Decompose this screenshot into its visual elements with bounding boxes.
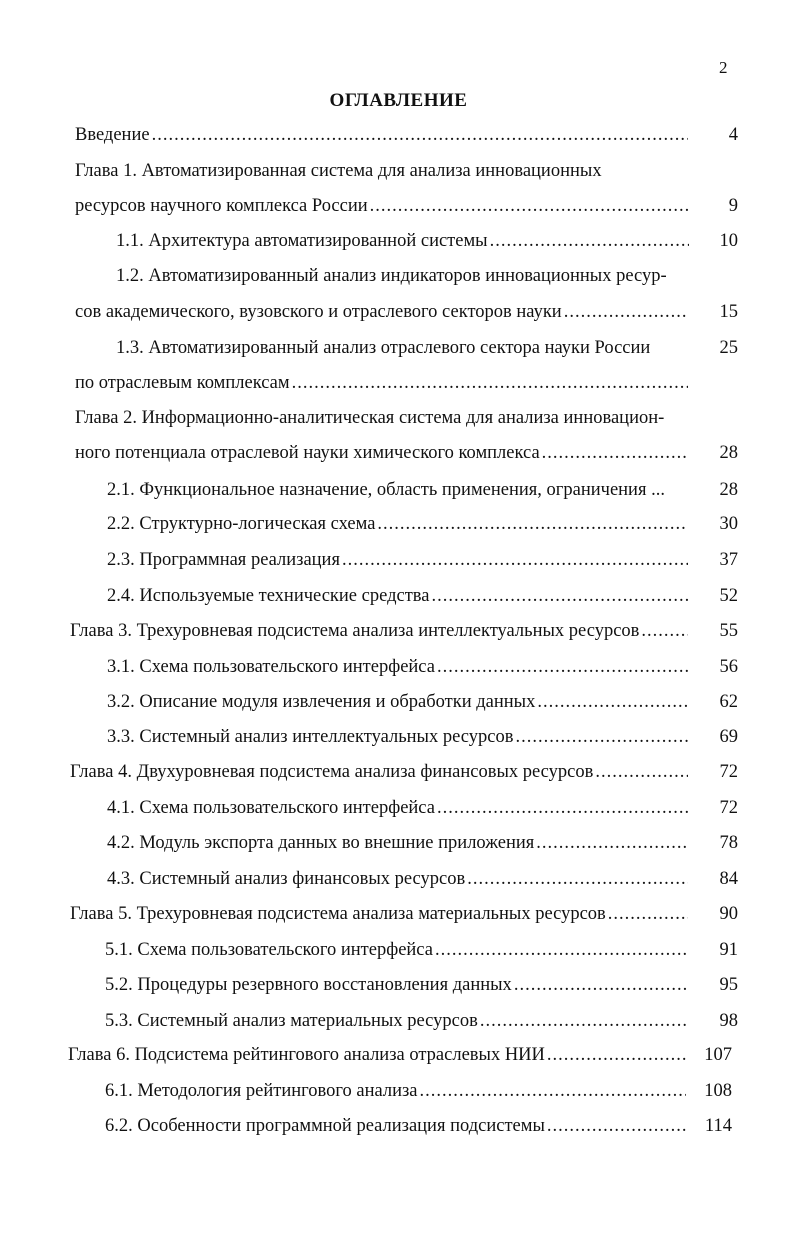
toc-entry-text: 4.1. Схема пользовательского интерфейса bbox=[107, 798, 435, 818]
dot-leader bbox=[377, 514, 688, 535]
toc-entry bbox=[75, 373, 690, 397]
toc-entry-page: 69 bbox=[719, 727, 738, 747]
toc-entry-page: 98 bbox=[719, 1011, 738, 1031]
toc-entry-text: 2.4. Используемые технические средства bbox=[107, 586, 430, 606]
dot-leader bbox=[467, 869, 688, 890]
toc-entry-text: сов академического, вузовского и отраслевого секторов науки bbox=[75, 302, 562, 322]
toc-entry bbox=[107, 514, 738, 538]
toc-entry-text: Глава 6. Подсистема рейтингового анализа отраслевых НИИ bbox=[68, 1045, 545, 1065]
toc-entry-page: 10 bbox=[719, 231, 738, 251]
dot-leader bbox=[547, 1116, 686, 1137]
toc-entry-text: Введение bbox=[75, 125, 150, 145]
dot-leader bbox=[595, 762, 688, 783]
toc-entry-page: 114 bbox=[704, 1116, 732, 1136]
toc-entry bbox=[107, 869, 738, 893]
dot-leader bbox=[490, 231, 689, 252]
toc-entry-text: 3.2. Описание модуля извлечения и обработки данных bbox=[107, 692, 536, 712]
toc-entry-text: 1.1. Архитектура автоматизированной системы bbox=[116, 231, 488, 251]
dot-leader bbox=[342, 550, 688, 571]
toc-entry bbox=[107, 550, 738, 574]
toc-entry-page: 4 bbox=[728, 125, 738, 145]
dot-leader bbox=[437, 657, 688, 678]
toc-entry-text: 5.3. Системный анализ материальных ресурсов bbox=[105, 1011, 478, 1031]
toc-entry bbox=[75, 302, 738, 326]
toc-entry-page: 28 bbox=[719, 480, 738, 500]
toc-entry-text: 1.2. Автоматизированный анализ индикаторов инновационных ресур- bbox=[116, 266, 667, 286]
toc-entry-text: Глава 4. Двухуровневая подсистема анализа финансовых ресурсов bbox=[70, 762, 594, 782]
toc-entry-page: 72 bbox=[719, 762, 738, 782]
dot-leader bbox=[564, 302, 688, 323]
dot-leader bbox=[514, 975, 688, 996]
toc-entry-page: 37 bbox=[719, 550, 738, 570]
toc-title: ОГЛАВЛЕНИЕ bbox=[329, 90, 468, 111]
toc-entry bbox=[70, 904, 738, 928]
toc-entry bbox=[107, 586, 738, 610]
dot-leader bbox=[537, 692, 688, 713]
toc-entry-text: 2.3. Программная реализация bbox=[107, 550, 340, 570]
toc-entry-page: 78 bbox=[719, 833, 738, 853]
toc-entry-text: 6.2. Особенности программной реализация подсистемы bbox=[105, 1116, 545, 1136]
toc-entry-page: 28 bbox=[719, 443, 738, 463]
toc-entry-page: 30 bbox=[719, 514, 738, 534]
toc-entry-text: Глава 1. Автоматизированная система для анализа инновационных bbox=[75, 161, 602, 181]
toc-entry bbox=[116, 231, 738, 255]
toc-entry-page: 95 bbox=[719, 975, 738, 995]
toc-entry-page: 9 bbox=[728, 196, 738, 216]
toc-entry-text: по отраслевым комплексам bbox=[75, 373, 290, 393]
toc-entry bbox=[107, 692, 738, 716]
toc-entry-text: 2.2. Структурно-логическая схема bbox=[107, 514, 376, 534]
toc-entry bbox=[105, 975, 738, 999]
toc-entry-text: ного потенциала отраслевой науки химического комплекса bbox=[75, 443, 540, 463]
dot-leader bbox=[420, 1081, 687, 1102]
dot-leader bbox=[437, 798, 688, 819]
dot-leader bbox=[547, 1045, 686, 1066]
toc-entry bbox=[107, 657, 738, 681]
toc-entry bbox=[70, 621, 738, 645]
toc-entry bbox=[68, 1045, 732, 1069]
toc-entry-text: 5.1. Схема пользовательского интерфейса bbox=[105, 940, 433, 960]
toc-entry-page: 62 bbox=[719, 692, 738, 712]
toc-entry-page: 15 bbox=[719, 302, 738, 322]
toc-entry bbox=[75, 125, 738, 149]
toc-entry-text: 3.1. Схема пользовательского интерфейса bbox=[107, 657, 435, 677]
toc-entry-page: 84 bbox=[719, 869, 738, 889]
toc-entry bbox=[105, 1081, 732, 1105]
toc-entry-page: 25 bbox=[719, 338, 738, 358]
toc-entry-text: Глава 5. Трехуровневая подсистема анализа материальных ресурсов bbox=[70, 904, 606, 924]
toc-entry-page: 108 bbox=[704, 1081, 732, 1101]
toc-entry bbox=[105, 1116, 732, 1140]
toc-entry-page: 107 bbox=[704, 1045, 732, 1065]
toc-entry-page: 90 bbox=[719, 904, 738, 924]
toc-entry-text: 2.1. Функциональное назначение, область применения, ограничения ... bbox=[107, 480, 665, 500]
toc-entry-text: 3.3. Системный анализ интеллектуальных ресурсов bbox=[107, 727, 514, 747]
toc-entry bbox=[107, 798, 738, 822]
dot-leader bbox=[641, 621, 688, 642]
toc-entry bbox=[107, 833, 738, 857]
toc-entry-page: 52 bbox=[719, 586, 738, 606]
dot-leader bbox=[542, 443, 688, 464]
dot-leader bbox=[370, 196, 688, 217]
toc-entry-text: 4.2. Модуль экспорта данных во внешние приложения bbox=[107, 833, 535, 853]
toc-entry-page: 56 bbox=[719, 657, 738, 677]
dot-leader bbox=[432, 586, 689, 607]
toc-entry-page: 91 bbox=[719, 940, 738, 960]
toc-entry-text: 6.1. Методология рейтингового анализа bbox=[105, 1081, 418, 1101]
toc-entry bbox=[105, 940, 738, 964]
toc-entry bbox=[70, 762, 738, 786]
toc-entry-text: ресурсов научного комплекса России bbox=[75, 196, 368, 216]
toc-entry-text: Глава 3. Трехуровневая подсистема анализа интеллектуальных ресурсов bbox=[70, 621, 640, 641]
toc-entry-text: 5.2. Процедуры резервного восстановления данных bbox=[105, 975, 512, 995]
toc-entry bbox=[105, 1011, 738, 1035]
dot-leader bbox=[292, 373, 688, 394]
toc-entry bbox=[75, 443, 738, 467]
toc-entry-page: 55 bbox=[719, 621, 738, 641]
dot-leader bbox=[608, 904, 688, 925]
toc-entry bbox=[107, 727, 738, 751]
dot-leader bbox=[515, 727, 688, 748]
toc-entry-text: Глава 2. Информационно-аналитическая система для анализа инновацион- bbox=[75, 408, 665, 428]
toc-entry-page: 72 bbox=[719, 798, 738, 818]
toc-entry bbox=[75, 196, 738, 220]
toc-entry-text: 1.3. Автоматизированный анализ отраслевого сектора науки России bbox=[116, 338, 651, 358]
toc-entry-text: 4.3. Системный анализ финансовых ресурсов bbox=[107, 869, 466, 889]
dot-leader bbox=[152, 125, 688, 146]
page-number: 2 bbox=[719, 58, 728, 77]
dot-leader bbox=[435, 940, 688, 961]
dot-leader bbox=[536, 833, 688, 854]
dot-leader bbox=[480, 1011, 688, 1032]
